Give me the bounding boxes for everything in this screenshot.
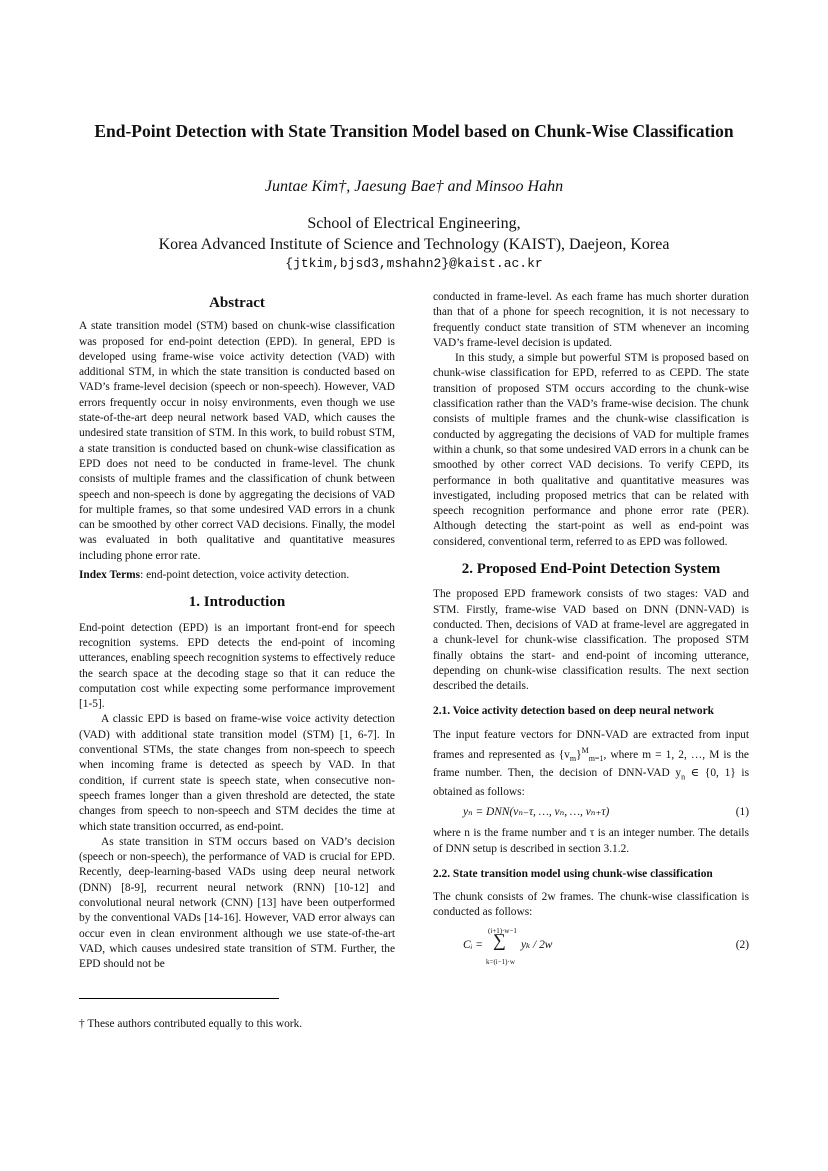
equation-2-number: (2) [735,938,749,951]
author-emails: {jtkim,bjsd3,mshahn2}@kaist.ac.kr [285,256,543,271]
affiliation-line-2: Korea Advanced Institute of Science and Technology (KAIST), Daejeon, Korea [158,236,670,253]
author-list: Juntae Kim†, Jaesung Bae† and Minsoo Hahn [264,178,564,195]
affiliation [80,213,748,255]
affiliation-line-1: School of Electrical Engineering, [307,215,521,232]
intro-paragraph-3: As state transition in STM occurs based on VAD’s decision (speech or non-speech), the performance of VAD is crucial for EPD. Recently, deep-learning-based VADs using deep neural network (DNN) [8-9], recurrent neural network (RNN) [10-12] and convolutional neural network (CNN) [13] have been outperformed by the conventional VADs [14-16]. However, VAD error always can occur even in clean environment although we use state-of-the-art VAD, which causes undesired state transition of STM. Further, the EPD should not be [79,835,395,971]
subsection-2-2-paragraph-1: The chunk consists of 2w frames. The chunk-wise classification is conducted as follows: [433,891,749,919]
section-2-paragraph-1: The proposed EPD framework consists of two stages: VAD and STM. Firstly, frame-wise VAD based on DNN (DNN-VAD) is conducted. Then, decisions of VAD at frame-level are aggregated in a chunk-level for chunk-wise classification. The proposed STM finally obtains the start- and end-point of incoming utterance, depending on chunk-wise classification results. The next section described the details. [433,588,749,693]
equation-2-lower-limit: k=(i−1)·w [486,957,515,966]
equation-2-lhs: Cᵢ = [463,938,483,951]
subsection-2-1-paragraph-1 [433,728,749,801]
index-terms-text: : end-point detection, voice activity detection. [140,569,350,582]
index-terms-label: Index Terms [79,569,141,582]
equation-2 [433,924,749,966]
section-2-heading: 2. Proposed End-Point Detection System [461,561,721,578]
intro-paragraph-2: A classic EPD is based on frame-wise voice activity detection (VAD) with additional state transition model (STM) [1, 6-7]. In conventional STMs, the state changes from non-speech to speech when incoming frame is detected as speech by VAD. In that condition, if current state is speech state, when consecutive non-speech frames longer than a given threshold are detected, the state changes from speech to non-speech and STM decides the time at which state transition occurred, as end-point. [79,713,395,833]
section-1-heading: 1. Introduction [188,594,286,611]
equation-1-body: yₙ = DNN(vₙ₋τ, …, vₙ, …, vₙ₊τ) [463,806,610,819]
equation-2-sum-symbol: ∑ [493,929,506,950]
intro-paragraph-4: conducted in frame-level. As each frame has much shorter duration than that of a phone for speech recognition, it is not necessary to frequently conduct state transition of STM whenever an incoming VAD’s frame-level decision is updated. [433,291,749,349]
abstract-text: A state transition model (STM) based on chunk-wise classification was proposed for end-point detection (EPD). In general, EPD is developed using frame-wise voice activity detection (VAD) with additional STM, in which the state transition is conducted based on VAD’s frame-level decision (speech or non-speech). However, VAD errors frequently occur in noisy environments, even though we use state-of-the-art deep neural network based VAD, which causes the undesired state transition of STM. In this work, to build robust STM, a state transition is conducted based on chunk-wise classification as EPD does not need to be conducted in frame-level. The chunk consists of multiple frames and the classification of chunk between speech and non-speech is done by aggregating the decisions of VAD for multiple frames, so that some undesired VAD errors in a chunk can be smoothed by other correct VAD decisions. Finally, the model was evaluated in both qualitative and quantitative measures including phone error rate. [79,320,395,562]
paper-title: End-Point Detection with State Transition Model based on Chunk-Wise Classification [94,121,734,141]
s21-text-h: ∈ {0, 1} is obtained as follows: [433,767,749,798]
footnote-divider [79,998,279,999]
left-column [79,290,395,972]
equation-2-rhs: yₖ / 2w [521,938,553,951]
subsection-2-2-heading: 2.2. State transition model using chunk-wise classification [433,867,713,880]
equation-1-number: (1) [735,806,749,819]
equation-1 [433,803,749,823]
equation-2-upper-limit: (i+1)·w−1 [488,926,517,935]
footnote: † These authors contributed equally to this work. [79,1018,303,1030]
index-terms [79,568,395,583]
subsection-2-1-paragraph-2: where n is the frame number and τ is an integer number. The details of DNN setup is described in section 3.1.2. [433,827,749,855]
s21-text-a: The input feature vectors for DNN-VAD are extracted from input frames and represented as {v [433,728,749,761]
s21-sub-n: n [681,772,686,782]
right-column [433,290,749,969]
s21-text-f: , where m = 1, 2, …, M is the frame number. Then, the decision of DNN-VAD y [433,748,749,780]
s21-sup-M: M [581,746,589,756]
subsection-2-1-heading: 2.1. Voice activity detection based on deep neural network [433,705,714,718]
s21-sub-m1: m=1 [588,754,604,764]
intro-paragraph-5: In this study, a simple but powerful STM is proposed based on chunk-wise classification for EPD, referred to as CEPD. The state transition of proposed STM occurs according to the chunk-wise classification rather than the VAD’s frame-wise decision. The chunk consists of multiple frames and the chunk-wise classification is conducted by aggregating the decisions of VAD for multiple frames within a chunk, so that some undesired VAD errors in a chunk can be smoothed by other correct VAD decisions. To verify CEPD, its performance in both qualitative and quantitative measures was investigated, including proposed metrics that can be related with speech recognition performance and phone error rate (PER). Although detecting the start-point as well as end-point was considered, conventional term, referred to as EPD was followed. [433,352,749,548]
s21-text-c: } [576,748,582,761]
s21-sub-m: m [569,754,577,764]
abstract-heading: Abstract [209,295,265,311]
intro-paragraph-1: End-point detection (EPD) is an important front-end for speech recognition systems. EPD detects the end-point of incoming utterances, enabling speech recognition systems to effectively reduce the search space at the decoding stage so that it can reduce the computation cost while expecting some performance improvement [1-5]. [79,621,395,711]
